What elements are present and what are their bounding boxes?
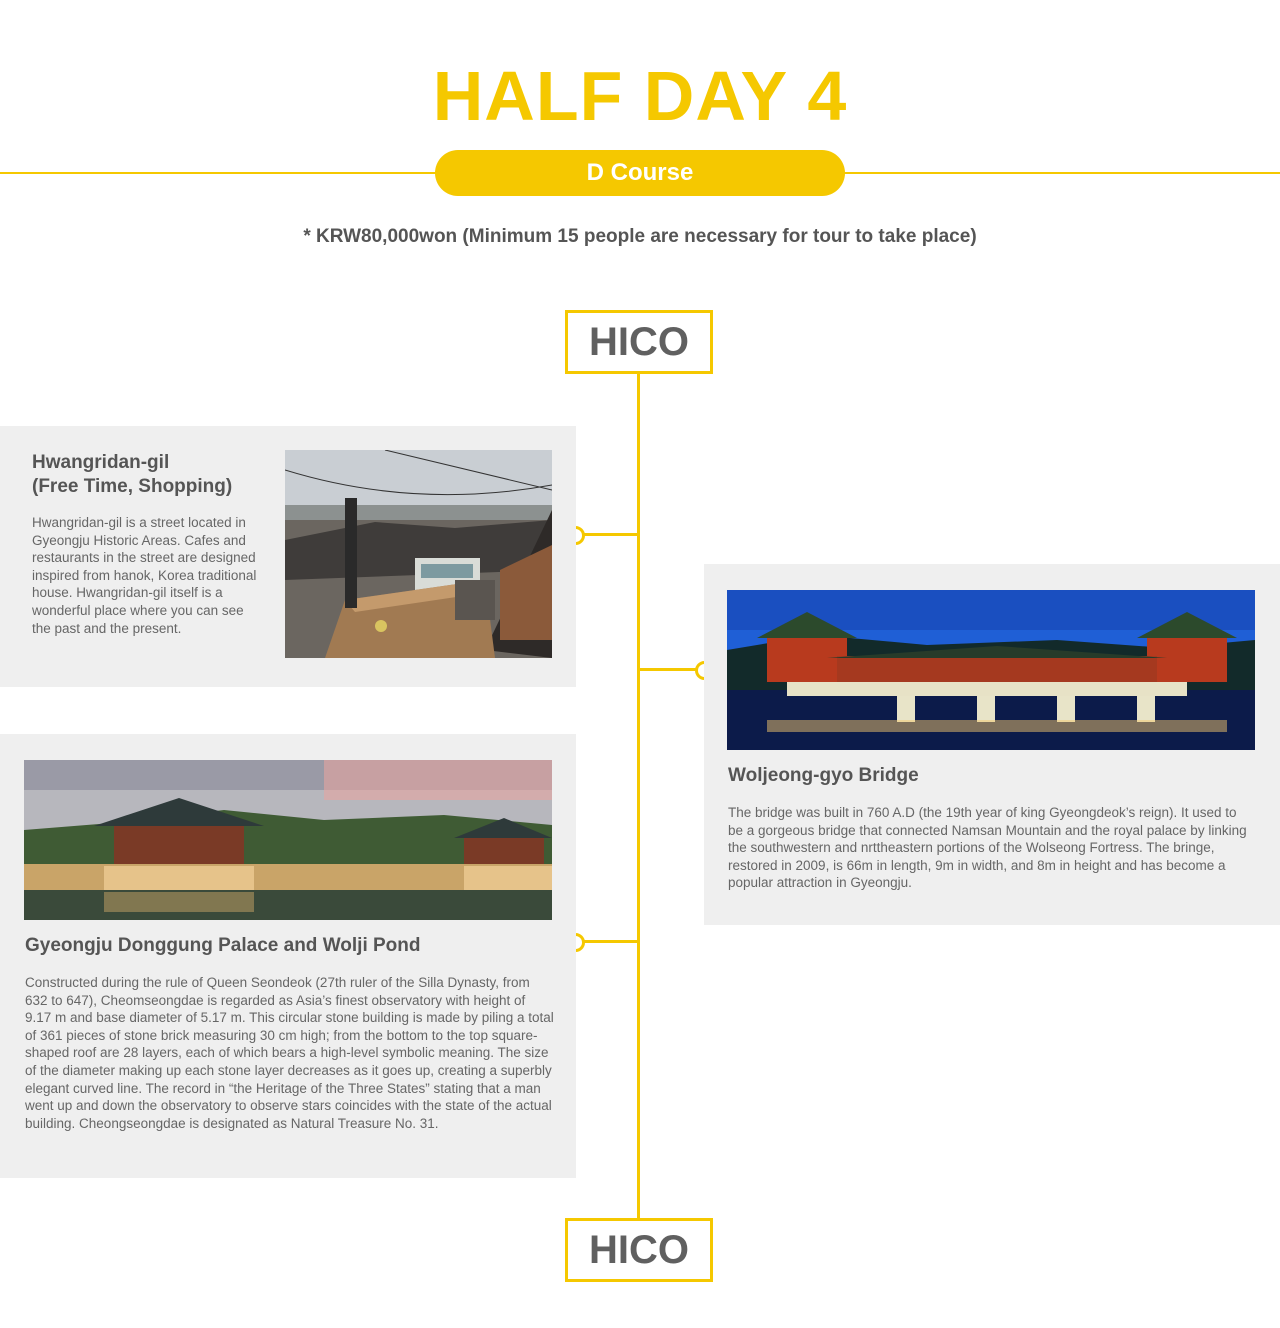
- stop-card-woljeong: [704, 564, 1280, 925]
- stop-title-line1: Hwangridan-gil: [32, 452, 170, 473]
- timeline-branch-2: [638, 668, 698, 671]
- route-end-hico: HICO: [565, 1218, 713, 1282]
- timeline-line: [637, 373, 640, 1219]
- stop-title: Gyeongju Donggung Palace and Wolji Pond: [25, 935, 421, 956]
- stop-description: The bridge was built in 760 A.D (the 19th year of king Gyeongdeok’s reign). It used to be a gorgeous bridge that connected Namsan Mountain and the royal palace by linking the southwestern and nrttheastern portions of the Wolseong Fortress. The bringe, restored in 2009, is 66m in length, 9m in width, and 8m in height and has become a popular attraction in Gyeongju.: [728, 805, 1247, 891]
- course-badge: D Course: [435, 150, 845, 196]
- stop-description: Constructed during the rule of Queen Seondeok (27th ruler of the Silla Dynasty, from 632 to 647), Cheomseongdae is regarded as Asia’s finest observatory with height of 9.17 m and base diameter of 5.17 m. This circular stone building is made by piling a total of 361 pieces of stone brick measuring 30 cm high; from the bottom to the top square-shaped roof are 28 layers, each of which bears a high-level symbolic meaning. The size of the diameter making up each stone layer decreases as it goes up, creating a superbly elegant curved line. The record in “the Heritage of the Three States” stating that a man went up and down the observatory to observe stars coincides with the state of the actual building. Cheongseongdae is designated as Natural Treasure No. 31.: [25, 975, 554, 1131]
- stop-title: Woljeong-gyo Bridge: [728, 765, 919, 786]
- route-start-hico: HICO: [565, 310, 713, 374]
- hwangridan-photo: [285, 450, 552, 658]
- price-note: * KRW80,000won (Minimum 15 people are necessary for tour to take place): [303, 226, 977, 247]
- woljeong-photo: [727, 590, 1255, 750]
- stop-title-line2: (Free Time, Shopping): [32, 476, 233, 497]
- stop-description: Hwangridan-gil is a street located in Gyeongju Historic Areas. Cafes and restaurants in the street are designed inspired from hanok, Korea traditional house. Hwangridan-gil itself is a wonderful place where you can see the past and the present.: [32, 515, 257, 636]
- stop-card-donggung: [0, 734, 576, 1178]
- stop-title: [32, 451, 272, 499]
- page-title: HALF DAY 4: [432, 57, 848, 135]
- timeline-branch-1: [582, 533, 638, 536]
- donggung-photo: [24, 760, 552, 920]
- timeline-branch-3: [582, 940, 638, 943]
- stop-card-hwangridan: [0, 426, 576, 687]
